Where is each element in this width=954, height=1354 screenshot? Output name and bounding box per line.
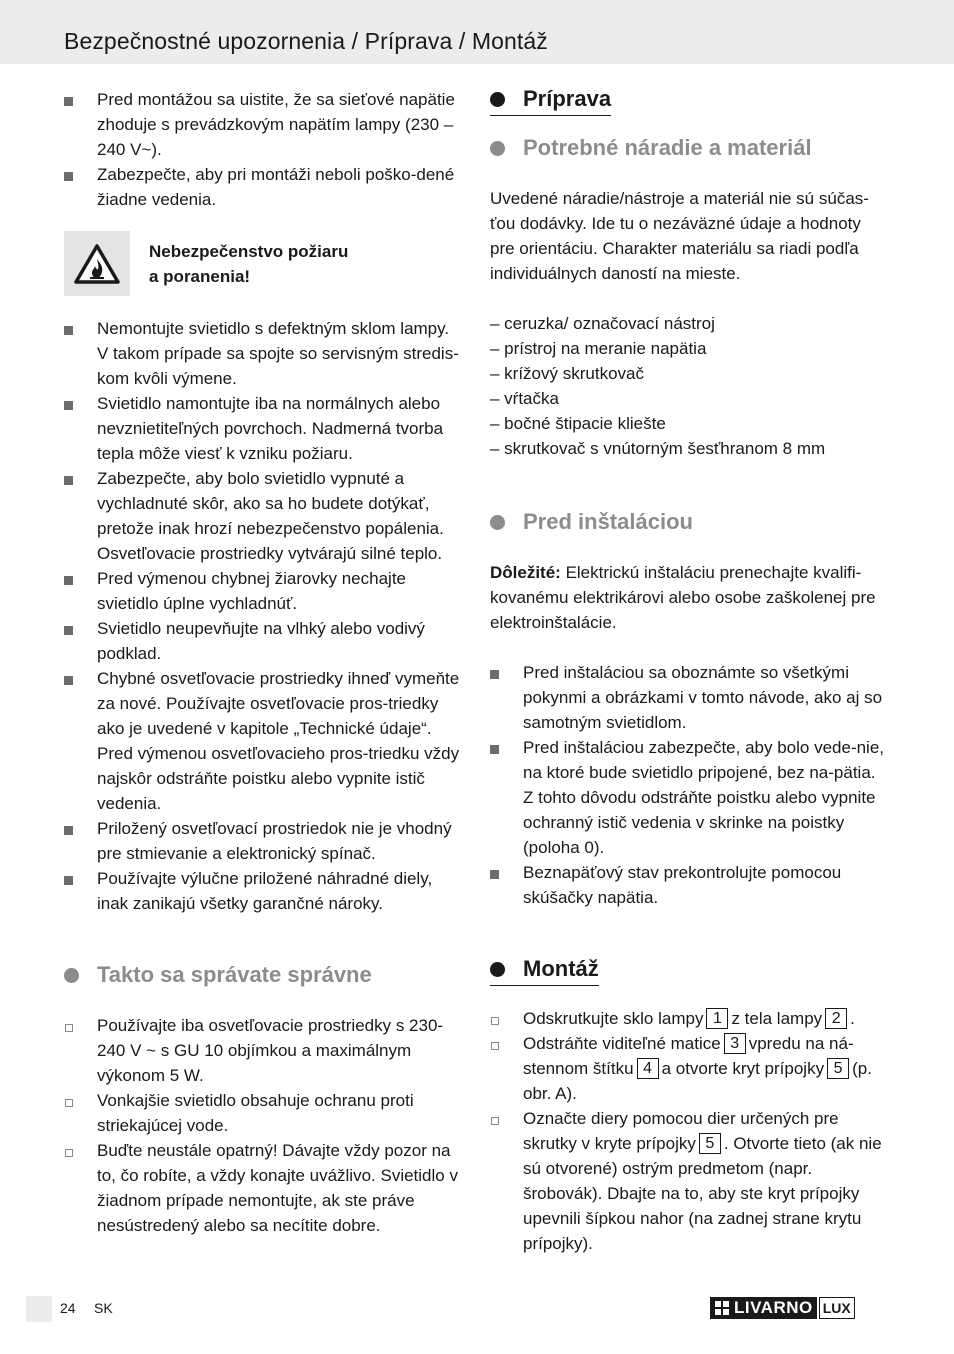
- list-item: Používajte iba osvetľovacie prostriedky s 230-240 V ~ s GU 10 objímkou a maximálnym výkonom 5 W.: [64, 1013, 464, 1088]
- section-heading-mounting: Montáž: [490, 954, 599, 986]
- language-code: SK: [94, 1300, 113, 1316]
- livarno-lux-logo: LIVARNO LUX: [710, 1297, 855, 1319]
- checkbox-bullet-icon: [65, 1149, 73, 1157]
- list-item: Pred montážou sa uistite, že sa sieťové napätie zhoduje s prevádzkovým napätím lampy (230 – 240 V~).: [64, 87, 464, 162]
- square-bullet-icon: [64, 826, 73, 835]
- list-item: – bočné štipacie kliešte: [490, 414, 666, 433]
- mount-step-2: Odstráňte viditeľné matice 3 vpredu na ná-stennom štítku 4 a otvorte kryt prípojky 5 (p. obr. A).: [490, 1031, 890, 1106]
- list-item: Vonkajšie svietidlo obsahuje ochranu proti striekajúcej vode.: [64, 1088, 464, 1138]
- square-bullet-icon: [64, 876, 73, 885]
- tools-intro: Uvedené náradie/nástroje a materiál nie sú súčas-ťou dodávky. Ide tu o nezáväzné údaje a hodnoty pre orientáciu. Charakter materiálu sa riadi podľa individuálnych daností na mieste.: [490, 189, 869, 283]
- list-item: Pred výmenou chybnej žiarovky nechajte svietidlo úplne vychladnúť.: [64, 566, 464, 616]
- warning-title: Nebezpečenstvo požiaru a poranenia!: [149, 242, 349, 286]
- list-item: Pred inštaláciou sa oboznámte so všetkými pokynmi a obrázkami v tomto návode, ako aj so samotným svietidlom.: [490, 660, 890, 735]
- mount-step-3: Označte diery pomocou dier určených pre skrutky v kryte prípojky 5 . Otvorte tieto (ak nie sú otvorené) ostrým predmetom (napr. šrobovák). Dbajte na to, aby ste kryt prípojky upevnili šípkou nahor (na zadnej strane krytu prípojky).: [490, 1106, 890, 1256]
- right-column: [490, 84, 890, 1256]
- part-number: 5: [827, 1058, 849, 1079]
- behavior-list: [64, 1013, 464, 1238]
- list-item: Zabezpečte, aby pri montáži neboli poško-dené žiadne vedenia.: [64, 162, 464, 212]
- list-item: Svietidlo namontujte iba na normálnych alebo nevznietiteľných povrchoch. Nadmerná tvorba tepla môže viesť k vzniku požiaru.: [64, 391, 464, 466]
- page-number: 24: [60, 1300, 76, 1316]
- section-heading-tools: Potrebné náradie a materiál: [490, 133, 890, 163]
- section-heading-preparation: Príprava: [490, 84, 611, 116]
- install-bullet-list: [490, 660, 890, 910]
- checkbox-bullet-icon: [65, 1099, 73, 1107]
- square-bullet-icon: [64, 576, 73, 585]
- heading-dot-icon: [490, 92, 505, 107]
- list-item: Pred inštaláciou zabezpečte, aby bolo vede-nie, na ktoré bude svietidlo pripojené, bez na-pätia. Z tohto dôvodu odstráňte poistku alebo vypnite ochranný istič vedenia v skrinke na poistky (poloha 0).: [490, 735, 890, 860]
- warning-bullet-list: [64, 316, 464, 916]
- list-item: Svietidlo neupevňujte na vlhký alebo vodivý podklad.: [64, 616, 464, 666]
- mount-step-1: Odskrutkujte sklo lampy 1 z tela lampy 2 .: [490, 1006, 890, 1031]
- list-item: Chybné osvetľovacie prostriedky ihneď vymeňte za nové. Používajte osvetľovacie pros-triedky ako je uvedené v kapitole „Technické údaje“. Pred výmenou osvetľovacieho pros-triedku vždy najskôr odstráňte poistku alebo vypnite istič vedenia.: [64, 666, 464, 816]
- square-bullet-icon: [64, 476, 73, 485]
- square-bullet-icon: [64, 97, 73, 106]
- section-heading-behavior: Takto sa správate správne: [64, 960, 464, 990]
- list-item: Nemontujte svietidlo s defektným sklom lampy. V takom prípade sa spojte so servisným stredis-kom kvôli výmene.: [64, 316, 464, 391]
- square-bullet-icon: [490, 670, 499, 679]
- square-bullet-icon: [64, 626, 73, 635]
- part-number: 1: [706, 1008, 728, 1029]
- heading-dot-icon: [490, 515, 505, 530]
- heading-dot-icon: [490, 141, 505, 156]
- checkbox-bullet-icon: [491, 1042, 499, 1050]
- part-number: 2: [825, 1008, 847, 1029]
- heading-dot-icon: [64, 968, 79, 983]
- section-heading-before-install: Pred inštaláciou: [490, 507, 890, 537]
- important-note: Dôležité: Elektrickú inštaláciu prenechajte kvalifi-kovanému elektrikárovi alebo osobe zaškolenej pre elektroinštalácie.: [490, 563, 876, 632]
- list-item: – skrutkovač s vnútorným šesťhranom 8 mm: [490, 439, 826, 458]
- square-bullet-icon: [64, 676, 73, 685]
- fire-warning-triangle-icon: [64, 231, 130, 296]
- fire-warning-box: [64, 231, 464, 296]
- part-number: 5: [699, 1133, 721, 1154]
- checkbox-bullet-icon: [65, 1024, 73, 1032]
- heading-dot-icon: [490, 962, 505, 977]
- part-number: 4: [637, 1058, 659, 1079]
- list-item: – ceruzka/ označovací nástroj: [490, 314, 715, 333]
- list-item: Priložený osvetľovací prostriedok nie je vhodný pre stmievanie a elektronický spínač.: [64, 816, 464, 866]
- footer-marker: [26, 1296, 52, 1322]
- list-item: Beznapäťový stav prekontrolujte pomocou skúšačky napätia.: [490, 860, 890, 910]
- left-column: [64, 84, 464, 1238]
- list-item: Zabezpečte, aby bolo svietidlo vypnuté a vychladnuté skôr, ako sa ho budete dotýkať, pretože inak hrozí nebezpečenstvo popálenia. Osvetľovacie prostriedky vytvárajú silné teplo.: [64, 466, 464, 566]
- checkbox-bullet-icon: [491, 1117, 499, 1125]
- tools-list: [490, 311, 890, 461]
- list-item: – krížový skrutkovač: [490, 364, 644, 383]
- part-number: 3: [724, 1033, 746, 1054]
- intro-bullet-list: [64, 87, 464, 212]
- mounting-steps: [490, 1006, 890, 1256]
- page-title: Bezpečnostné upozornenia / Príprava / Montáž: [64, 28, 548, 54]
- square-bullet-icon: [64, 401, 73, 410]
- square-bullet-icon: [64, 326, 73, 335]
- square-bullet-icon: [490, 870, 499, 879]
- list-item: Používajte výlučne priložené náhradné diely, inak zanikajú všetky garančné nároky.: [64, 866, 464, 916]
- page-header: [0, 0, 954, 64]
- livarno-grid-icon: [715, 1301, 729, 1315]
- list-item: Buďte neustále opatrný! Dávajte vždy pozor na to, čo robíte, a vždy konajte uvážlivo. Svietidlo v žiadnom prípade nemontujte, ak ste práve nesústredený alebo sa necítite dobre.: [64, 1138, 464, 1238]
- square-bullet-icon: [64, 172, 73, 181]
- square-bullet-icon: [490, 745, 499, 754]
- checkbox-bullet-icon: [491, 1017, 499, 1025]
- list-item: – prístroj na meranie napätia: [490, 339, 707, 358]
- list-item: – vŕtačka: [490, 389, 559, 408]
